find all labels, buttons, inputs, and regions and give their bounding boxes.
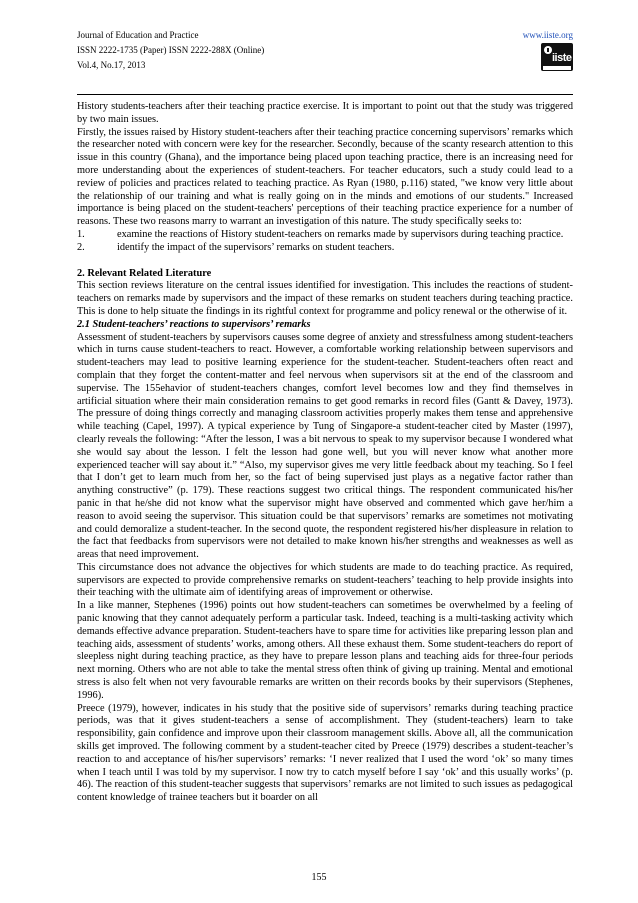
iiste-logo-icon: [544, 46, 552, 54]
paragraph: Preece (1979), however, indicates in his study that the positive side of supervisors’ remarks during teaching practice periods, was that it gives student-teachers a sense of accomplishment. They (student-teachers) learn to take responsibility, gain confidence and improve upon their classroom management skills. Above all, all the communication skills get improved. The following comment by a student-teacher cited by Preece (1979) describes a student-teacher’s reaction to and acceptance of his/her supervisors’ remarks: ‘I never realized that I used the word ‘ok’ so many times when I teach until I was told by my supervisor. I now try to catch myself before I say ‘ok’ and this usually works’ (p. 46). The reaction of this student-teacher suggests that supervisors’ remarks are not limited to such issues as pedagogical content knowledge of trainee teachers but it boarder on all: [77, 702, 573, 804]
journal-issn: ISSN 2222-1735 (Paper) ISSN 2222-288X (Online): [77, 45, 265, 55]
iiste-logo-text: iiste: [552, 52, 572, 64]
paragraph: In a like manner, Stephenes (1996) points out how student-teachers can sometimes be overwhelmed by a feeling of panic knowing that they cannot adequately perform a particular task. Indeed, teaching is a multi-tasking activity which demands effective advance preparation. Student-teachers have to spare time for activities like preparing lesson plan and teaching aids, assessment of students’ works, among others. All these exhaust them. Some student-teachers do report of sleepless night during teaching practice, as they have to prepare lesson plans and teaching aids for three-four periods next morning. Others who are not able to take the mental stress often think of giving up training. Mental and emotional stress is also felt when not very favourable remarks are written on their records books by their supervisors (Stephenes, 1996).: [77, 600, 573, 701]
page-header: [77, 28, 573, 90]
journal-meta: [77, 28, 573, 73]
section-heading: 2. Relevant Related Literature: [77, 267, 212, 279]
list-number: 2.: [77, 241, 85, 253]
paragraph: This section reviews literature on the central issues identified for investigation. This includes the reactions of student-teachers on remarks made by supervisors and the impact of these remarks on student teachers during teaching practice. This is done to help situate the findings in its rightful context for programme and policy renewal or the otherwise of it.: [77, 280, 573, 317]
article-body: [77, 101, 573, 805]
list-item: [77, 229, 573, 242]
list-item-text: identify the impact of the supervisors’ remarks on student teachers.: [117, 241, 395, 253]
list-number: 1.: [77, 228, 85, 240]
subsection-heading: 2.1 Student-teachers’ reactions to supervisors’ remarks: [77, 318, 311, 330]
header-divider: [77, 94, 573, 95]
iiste-logo: [541, 43, 573, 71]
page-number: 155: [311, 872, 327, 883]
list-item: [77, 242, 573, 255]
paragraph: Firstly, the issues raised by History student-teachers after their teaching practice concerning supervisors’ remarks which the researcher noted with concern were key for the researcher. Secondly, because of the scanty research attention to this issue in this country (Ghana), and the importance being placed upon teaching practice, there is an increasing need for more understanding about the experiences of student-teachers. For teacher educators, such a study could lead to a review of policies and practices related to teaching practice. As Ryan (1980, p.116) stated, "we know very little about the relationship of our training and what is really going on in the minds and emotions of our students." Increased importance is being placed on the student-teachers' perceptions of their teaching practice experience for a number of reasons. These two reasons marry to warrant an investigation of this nature. The study specifically seeks to:: [77, 126, 573, 228]
paragraph: History students-teachers after their teaching practice exercise. It is important to point out that the study was triggered by two main issues.: [77, 101, 573, 125]
journal-website-link[interactable]: www.iiste.org: [522, 30, 573, 40]
list-item-text: examine the reactions of History student-teachers on remarks made by supervisors during teaching practice.: [117, 228, 564, 240]
paragraph: This circumstance does not advance the objectives for which students are made to do teaching practice. As required, supervisors are expected to provide comprehensive remarks on student-teachers’ teaching to help provide insights into their teaching with the ultimate aim of identifying areas of improvement or otherwise.: [77, 561, 573, 599]
journal-title: Journal of Education and Practice: [77, 30, 199, 40]
journal-volume: Vol.4, No.17, 2013: [77, 60, 146, 70]
paragraph: Assessment of student-teachers by supervisors causes some degree of anxiety and stressfulness among student-teachers which in turns cause student-teachers to react. However, a comfortable working relationship between supervisors and student-teachers may lead to positive learning experience for the student-teacher. Student-teachers often react and complain that they forget the content-matter and feel nervous when supervisors sit at the end of the classroom and supervise. The 155ehavior of student-teachers changes, comfort level becomes low and they find themselves in artificial situation where their main consideration remains to get good remarks in record files (Gantt & Davey, 1973). The pressure of doing things correctly and managing classroom activities properly makes them tense and apprehensive while teaching (Capel, 1997). A typical experience by Tung of Singapore-a student-teacher cited by Master (1997), clearly reveals the following: “After the lesson, I was a bit nervous to speak to my supervisor because I wondered what she would say about the lesson. I felt the lesson had gone well, but you will never know what another more experienced teacher will say about it.” “Also, my supervisor gives me very little feedback about my teaching. So I feel that I don’t get to learn much from her, so the fact of being supervised just plays as a negative factor rather than anything constructive” (p. 179). These reactions suggest two critical things. The respondent communicated his/her panic in that he/she did not know what the supervisor might have observed and commented which gave her/him a reason to avoid seeing the supervisor. This situation could be that supervisors’ remarks are sometimes not motivating and could demoralize a student-teacher. In the second quote, the respondent registered his/her displeasure in relation to the fact that feedbacks from supervisors were not detailed to make known his/her strengths and weaknesses as well as areas that need improvement.: [77, 331, 573, 561]
